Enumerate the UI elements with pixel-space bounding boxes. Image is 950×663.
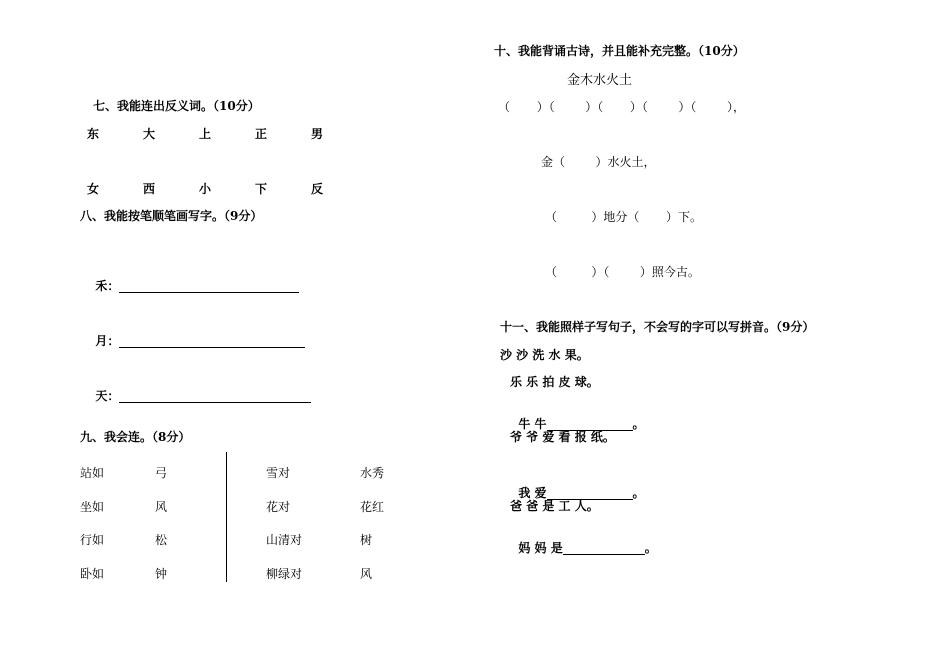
- antonym-char: 下: [255, 182, 268, 196]
- section-10-title: 十、我能背诵古诗，并且能补充完整。（10分）: [494, 44, 745, 58]
- example-sentence: 乐 乐 拍 皮 球。: [510, 375, 599, 389]
- stroke-item-yue: [87, 320, 305, 348]
- match-left-a: 站如: [80, 466, 105, 480]
- fill-prefix: 我 爱: [518, 486, 547, 500]
- stroke-char-label: 禾：: [95, 279, 120, 293]
- antonym-char: 大: [143, 127, 156, 141]
- antonym-char: 西: [143, 182, 156, 196]
- fill-sentence-1: [510, 403, 645, 431]
- poem-line-4: （ ）（ ）照今古。: [545, 265, 700, 279]
- match-left-b: 松: [155, 533, 168, 547]
- fill-sentence-3: [510, 527, 657, 555]
- section-7-title: 七、我能连出反义词。（10分）: [93, 99, 260, 113]
- match-right-a: 花对: [266, 500, 291, 514]
- antonym-char: 小: [199, 182, 212, 196]
- period: 。: [632, 417, 645, 431]
- section-11-title: 十一、我能照样子写句子，不会写的字可以写拼音。（9分）: [500, 320, 815, 334]
- period: 。: [632, 486, 645, 500]
- antonym-char: 正: [255, 127, 268, 141]
- match-right-a: 柳绿对: [266, 567, 303, 581]
- match-left-a: 行如: [80, 533, 105, 547]
- match-right-b: 水秀: [360, 466, 385, 480]
- antonym-char: 反: [311, 182, 324, 196]
- answer-line[interactable]: [119, 335, 305, 348]
- fill-prefix: 牛 牛: [518, 417, 547, 431]
- column-divider: [226, 452, 227, 582]
- example-sentence: 沙 沙 洗 水 果。: [500, 348, 589, 362]
- match-left-a: 卧如: [80, 567, 105, 581]
- match-right-a: 雪对: [266, 466, 291, 480]
- match-right-b: 树: [360, 533, 373, 547]
- antonym-char: 女: [87, 182, 100, 196]
- poem-line-1: （ ）（ ）（ ）（ ）（ ），: [498, 100, 745, 114]
- fill-sentence-2: [510, 472, 645, 500]
- example-sentence: 爸 爸 是 工 人。: [510, 499, 599, 513]
- match-left-b: 风: [155, 500, 168, 514]
- answer-line[interactable]: [563, 542, 645, 555]
- match-left-a: 坐如: [80, 500, 105, 514]
- poem-line-2: 金（ ）水火土，: [541, 155, 656, 169]
- stroke-char-label: 天：: [95, 389, 120, 403]
- stroke-item-tian: [87, 375, 311, 403]
- poem-title: 金木水火土: [567, 73, 633, 88]
- antonym-char: 男: [311, 127, 324, 141]
- stroke-item-he: [87, 265, 299, 293]
- fill-prefix: 妈 妈 是: [518, 541, 563, 555]
- period: 。: [644, 541, 657, 555]
- answer-line[interactable]: [119, 390, 311, 403]
- stroke-char-label: 月：: [95, 334, 120, 348]
- match-left-b: 弓: [155, 466, 168, 480]
- antonym-char: 上: [199, 127, 212, 141]
- section-8-title: 八、我能按笔顺笔画写字。（9分）: [80, 209, 263, 223]
- match-right-b: 风: [360, 567, 373, 581]
- example-sentence: 爷 爷 爱 看 报 纸。: [510, 430, 615, 444]
- antonym-char: 东: [87, 127, 100, 141]
- match-right-a: 山清对: [266, 533, 303, 547]
- answer-line[interactable]: [119, 280, 299, 293]
- match-right-b: 花红: [360, 500, 385, 514]
- match-left-b: 钟: [155, 567, 168, 581]
- poem-line-3: （ ）地分（ ）下。: [545, 210, 703, 224]
- section-9-title: 九、我会连。（8分）: [80, 430, 191, 444]
